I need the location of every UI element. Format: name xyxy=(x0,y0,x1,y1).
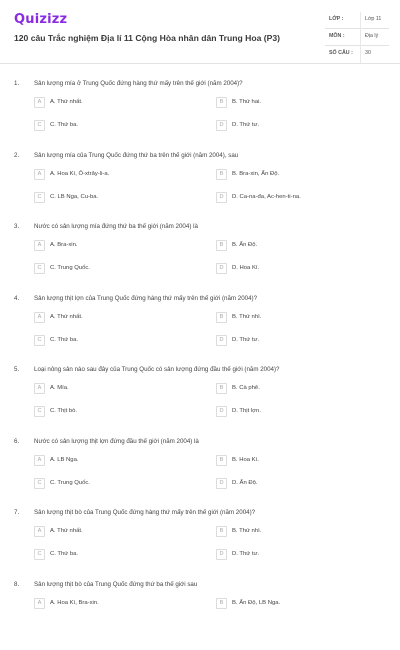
option-text: A. Mía. xyxy=(50,385,69,391)
option-text: C. Thứ ba. xyxy=(50,337,78,343)
option-letter-box: B xyxy=(216,312,227,323)
option-letter-box: D xyxy=(216,192,227,203)
option-letter-box: A xyxy=(34,598,45,609)
option-text: A. Bra-xin. xyxy=(50,242,78,248)
option-letter-box: B xyxy=(216,97,227,108)
page-title: 120 câu Trắc nghiệm Địa lí 11 Cộng Hòa nhân dân Trung Hoa (P3) xyxy=(14,33,280,43)
question-text: Nước có sản lượng thịt lợn đứng đầu thế giới (năm 2004) là xyxy=(34,438,199,445)
question-number: 6. xyxy=(14,438,19,445)
question-number: 4. xyxy=(14,295,19,302)
option-text: D. Thứ tư. xyxy=(232,337,259,343)
option-text: B. Hoa Kì. xyxy=(232,457,259,463)
option-text: C. Thịt bò. xyxy=(50,408,77,414)
option-text: B. Ấn Độ. xyxy=(232,242,257,248)
option-text: C. LB Nga, Cu-ba. xyxy=(50,194,98,200)
option-text: B. Thứ hai. xyxy=(232,99,261,105)
question-8 xyxy=(0,579,400,650)
option-letter-box: A xyxy=(34,97,45,108)
option-text: A. Thứ nhất. xyxy=(50,99,83,105)
question-number: 5. xyxy=(14,366,19,373)
question-7 xyxy=(0,507,400,579)
option-letter-box: C xyxy=(34,335,45,346)
option-letter-box: B xyxy=(216,598,227,609)
option-text: C. Thứ ba. xyxy=(50,122,78,128)
option-letter-box: A xyxy=(34,455,45,466)
option-letter-box: B xyxy=(216,526,227,537)
question-1 xyxy=(0,78,400,150)
option-text: D. Ấn Độ. xyxy=(232,480,258,486)
question-text: Sản lượng thịt lợn của Trung Quốc đứng hàng thứ mấy trên thế giới (năm 2004)? xyxy=(34,295,257,302)
question-number: 2. xyxy=(14,152,19,159)
meta-label-count: SỐ CÂU : xyxy=(329,50,353,56)
question-number: 8. xyxy=(14,581,19,588)
option-text: B. Ấn Độ, LB Nga. xyxy=(232,600,280,606)
option-letter-box: D xyxy=(216,406,227,417)
option-letter-box: A xyxy=(34,312,45,323)
question-list xyxy=(0,78,400,650)
option-letter-box: D xyxy=(216,263,227,274)
question-text: Sản lượng mía ở Trung Quốc đứng hàng thứ mấy trên thế giới (năm 2004)? xyxy=(34,80,243,87)
option-text: D. Thứ tư. xyxy=(232,551,259,557)
meta-value-class: Lớp 11 xyxy=(365,16,381,22)
question-text: Loại nông sản nào sau đây của Trung Quốc có sản lượng đứng đầu thế giới (năm 2004)? xyxy=(34,366,280,373)
option-text: C. Trung Quốc. xyxy=(50,265,90,271)
option-text: D. Thứ tư. xyxy=(232,122,259,128)
question-text: Sản lượng thịt bò của Trung Quốc đứng thứ ba thế giới sau xyxy=(34,581,197,588)
document-header xyxy=(0,0,400,64)
quizizz-logo: Quizizz xyxy=(14,12,67,27)
option-letter-box: B xyxy=(216,169,227,180)
question-text: Sản lượng thịt bò của Trung Quốc đứng hàng thứ mấy trên thế giới (năm 2004)? xyxy=(34,509,255,516)
meta-value-subject: Địa lý xyxy=(365,33,378,39)
meta-label-subject: MÔN : xyxy=(329,33,345,39)
option-text: C. Trung Quốc. xyxy=(50,480,90,486)
option-letter-box: A xyxy=(34,169,45,180)
option-letter-box: C xyxy=(34,478,45,489)
question-4 xyxy=(0,293,400,365)
meta-divider xyxy=(360,12,390,63)
question-text: Sản lượng mía của Trung Quốc đứng thứ ba trên thế giới (năm 2004), sau xyxy=(34,152,238,159)
option-letter-box: A xyxy=(34,240,45,251)
option-letter-box: D xyxy=(216,478,227,489)
option-letter-box: C xyxy=(34,263,45,274)
option-text: A. Thứ nhất. xyxy=(50,314,83,320)
option-text: B. Bra-xin, Ấn Độ. xyxy=(232,171,279,177)
question-number: 3. xyxy=(14,223,19,230)
question-number: 1. xyxy=(14,80,19,87)
option-letter-box: C xyxy=(34,406,45,417)
question-3 xyxy=(0,221,400,293)
option-text: B. Thứ nhì. xyxy=(232,314,261,320)
option-text: D. Ca-na-đa, Ac-hen-ti-na. xyxy=(232,194,301,200)
option-text: A. Thứ nhất. xyxy=(50,528,83,534)
option-letter-box: C xyxy=(34,120,45,131)
option-text: A. Hoa Kì, Ô-xtrây-li-a. xyxy=(50,171,109,177)
meta-value-count: 30 xyxy=(365,50,371,56)
question-number: 7. xyxy=(14,509,19,516)
option-letter-box: A xyxy=(34,526,45,537)
option-letter-box: B xyxy=(216,383,227,394)
option-text: B. Thứ nhì. xyxy=(232,528,261,534)
option-letter-box: B xyxy=(216,240,227,251)
option-text: D. Hoa Kì. xyxy=(232,265,259,271)
question-5 xyxy=(0,364,400,436)
option-letter-box: C xyxy=(34,549,45,560)
option-letter-box: D xyxy=(216,549,227,560)
option-letter-box: D xyxy=(216,335,227,346)
question-2 xyxy=(0,150,400,222)
question-text: Nước có sản lượng mía đứng thứ ba thế giới (năm 2004) là xyxy=(34,223,198,230)
option-text: C. Thứ ba. xyxy=(50,551,78,557)
question-6 xyxy=(0,436,400,508)
option-letter-box: C xyxy=(34,192,45,203)
option-text: A. Hoa Kì, Bra-xin. xyxy=(50,600,99,606)
meta-label-class: LỚP : xyxy=(329,16,343,22)
option-text: B. Cà phê. xyxy=(232,385,260,391)
option-letter-box: D xyxy=(216,120,227,131)
option-text: A. LB Nga. xyxy=(50,457,79,463)
option-letter-box: B xyxy=(216,455,227,466)
option-letter-box: A xyxy=(34,383,45,394)
option-text: D. Thịt lợn. xyxy=(232,408,261,414)
